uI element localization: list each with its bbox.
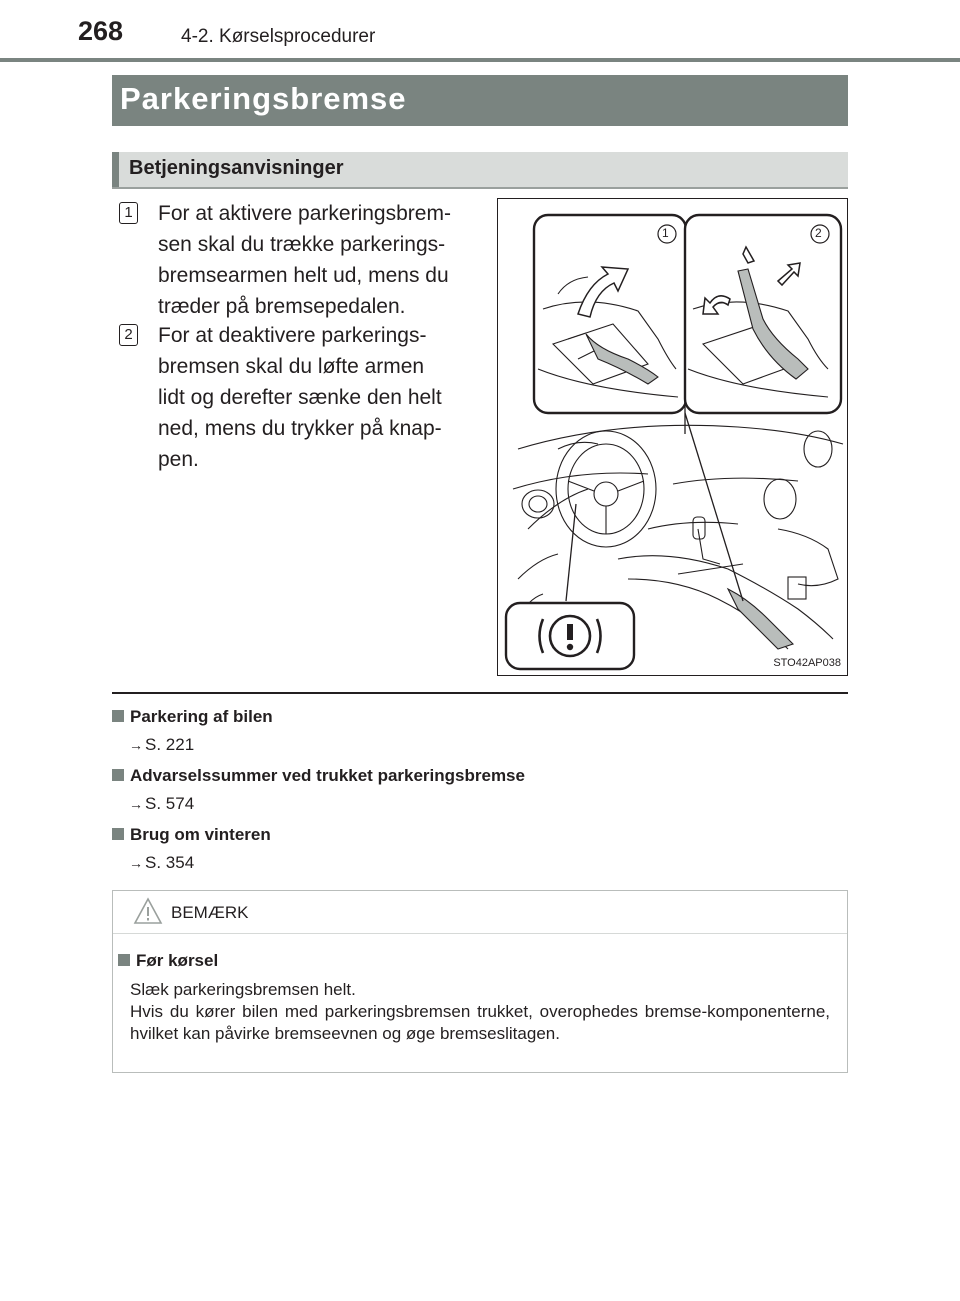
info-heading-text: Advarselssummer ved trukket parkeringsbremse xyxy=(130,766,525,785)
section-rule xyxy=(112,692,848,694)
step-1 xyxy=(119,198,477,322)
arrow-right-icon: → xyxy=(129,796,143,812)
figure-code: STO42AP038 xyxy=(773,657,841,669)
notice-heading xyxy=(118,951,218,971)
section-title: 4-2. Kørselsprocedurer xyxy=(181,26,376,47)
info-heading xyxy=(112,707,273,727)
page-reference[interactable] xyxy=(129,735,194,755)
reference-text: S. 574 xyxy=(145,794,195,813)
reference-text: S. 221 xyxy=(145,735,195,754)
square-bullet-icon xyxy=(112,769,124,781)
notice-heading-text: Før kørsel xyxy=(136,951,219,970)
callout-label-2: 2 xyxy=(815,226,822,240)
callout-box-1 xyxy=(534,215,686,413)
subheading-bar xyxy=(112,152,848,189)
info-heading xyxy=(112,825,271,845)
page-reference[interactable] xyxy=(129,853,194,873)
notice-header xyxy=(113,891,847,934)
title-bar xyxy=(112,75,848,126)
arrow-right-icon: → xyxy=(129,737,143,753)
subheading-accent xyxy=(112,152,119,187)
info-heading-text: Parkering af bilen xyxy=(130,707,273,726)
info-heading xyxy=(112,766,525,786)
step-text: For at deaktivere parkerings- bremsen skal du løfte armen lidt og derefter sænke den helt ned, mens du trykker på knap- pen. xyxy=(158,324,442,471)
notice-body xyxy=(130,979,830,1045)
reference-text: S. 354 xyxy=(145,853,195,872)
arrow-right-icon: → xyxy=(129,855,143,871)
notice-label: BEMÆRK xyxy=(171,903,249,922)
page-title: Parkeringsbremse xyxy=(120,81,407,116)
page-reference[interactable] xyxy=(129,794,194,814)
notice-line: Slæk parkeringsbremsen helt. xyxy=(130,980,356,999)
page-header xyxy=(0,0,960,60)
step-text: For at aktivere parkeringsbrem- sen skal du trække parkerings- bremsearmen helt ud, mens du træder på bremsepedalen. xyxy=(158,202,451,318)
page-number: 268 xyxy=(78,16,124,46)
parking-brake-illustration xyxy=(497,198,848,676)
square-bullet-icon xyxy=(118,954,130,966)
notice-line: Hvis du kører bilen med parkeringsbremsen trukket, overophedes bremse-komponenterne, hvilket kan påvirke bremseevnen og øge bremseslitagen. xyxy=(130,1002,830,1043)
warning-triangle-icon xyxy=(133,897,163,925)
step-2 xyxy=(119,320,477,475)
illustration-svg xyxy=(498,199,848,676)
info-heading-text: Brug om vinteren xyxy=(130,825,271,844)
step-number: 2 xyxy=(119,324,138,346)
subheading: Betjeningsanvisninger xyxy=(129,157,344,179)
square-bullet-icon xyxy=(112,710,124,722)
notice-box xyxy=(112,890,848,1073)
header-rule xyxy=(0,58,960,62)
step-number: 1 xyxy=(119,202,138,224)
callout-label-1: 1 xyxy=(662,226,669,240)
square-bullet-icon xyxy=(112,828,124,840)
